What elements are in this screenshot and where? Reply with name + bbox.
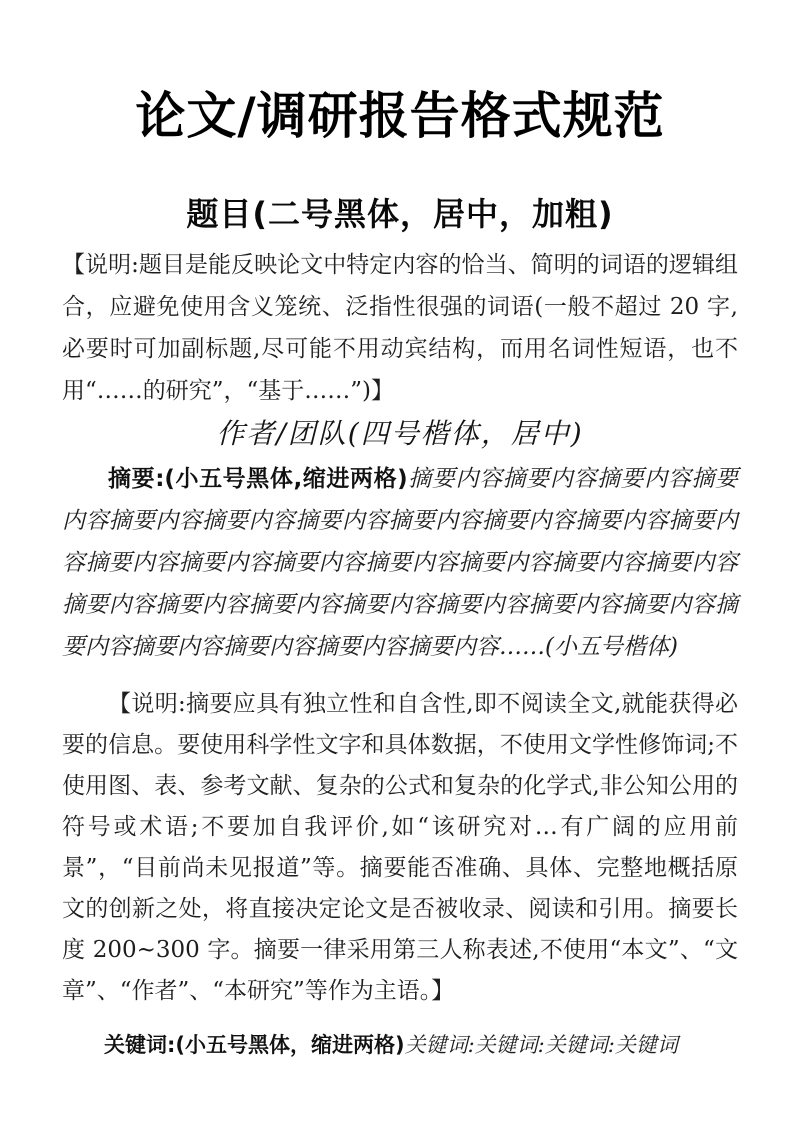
- abstract-explanation-note: 【说明:摘要应具有独立性和自含性,即不阅读全文,就能获得必要的信息。要使用科学性文字和具体数据，不使用文学性修饰词;不使用图、表、参考文献、复杂的公式和复杂的化学式,非公知公用的符号或术语;不要加自我评价,如“该研究对…有广阔的应用前景”，“目前尚未见报道”等。摘要能否准确、具体、完整地概括原文的创新之处，将直接决定论文是否被收录、阅读和引用。摘要长度 200~300 字。摘要一律采用第三人称表述,不使用“本文”、“文章”、“作者”、“本研究”等作为主语。】: [62, 691, 738, 1004]
- abstract-content: 摘要内容摘要内容摘要内容摘要内容摘要内容摘要内容摘要内容摘要内容摘要内容摘要内容摘要内容摘要内容摘要内容摘要内容摘要内容摘要内容摘要内容摘要内容摘要内容摘要内容摘要内容摘要内容摘要内容摘要内容摘要内容摘要内容摘要内容摘要内容摘要内容摘要内容……(小五号楷体): [62, 466, 738, 660]
- abstract-label: 摘要:(小五号黑体,缩进两格): [108, 466, 408, 492]
- keywords-paragraph: [62, 1024, 738, 1066]
- author-team-line: 作者/团队(四号楷体，居中): [216, 417, 584, 450]
- document-main-title: 论文/调研报告格式规范: [135, 87, 665, 145]
- abstract-paragraph: [62, 458, 738, 668]
- keywords-content: 关键词:关键词:关键词:关键词: [404, 1033, 678, 1057]
- title-format-heading: 题目(二号黑体，居中，加粗): [186, 195, 614, 233]
- keywords-label: 关键词:(小五号黑体，缩进两格): [104, 1033, 405, 1057]
- title-explanation-note: 【说明:题目是能反映论文中特定内容的恰当、简明的词语的逻辑组合，应避免使用含义笼统、泛指性很强的词语(一般不超过 20 字,必要时可加副标题,尽可能不用动宾结构，而用名词性短语，也不用“……的研究”，“基于……”)】: [62, 252, 738, 404]
